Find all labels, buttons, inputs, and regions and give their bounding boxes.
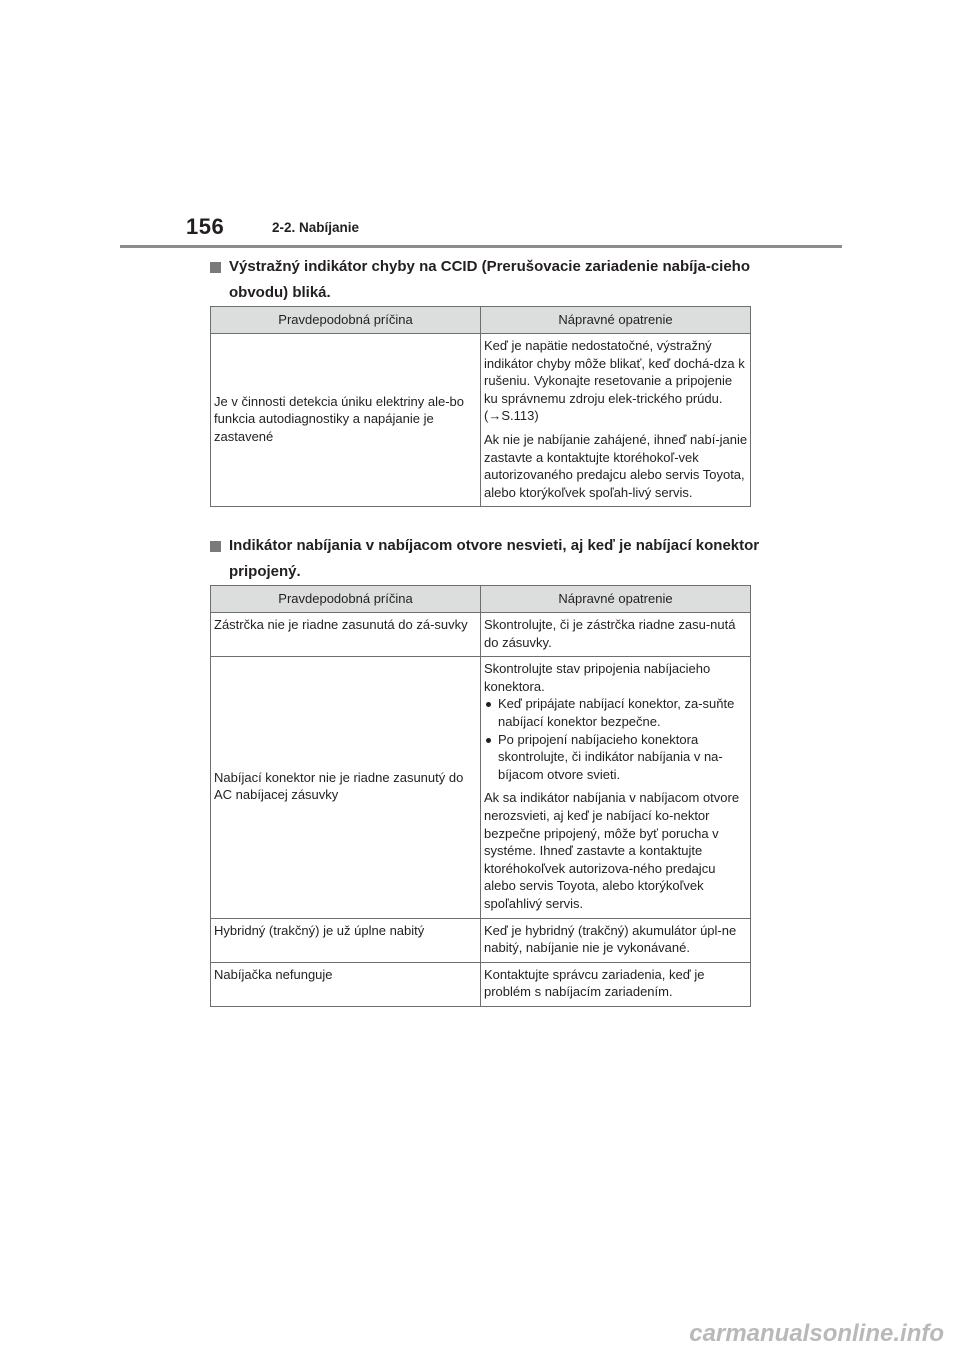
column-header-action: Nápravné opatrenie [481,586,751,613]
table-header-row [211,586,751,613]
header-rule [120,245,842,248]
action-paragraph: Ak nie je nabíjanie zahájené, ihneď nabí-janie zastavte a kontaktujte ktoréhokoľ-vek autorizovaného predajcu alebo servis Toyota, alebo ktorýkoľvek spoľah-livý servis. [484,431,748,500]
cause-cell: Zástrčka nie je riadne zasunutá do zá-suvky [211,613,481,657]
action-paragraph: Keď je napätie nedostatočné, výstražný indikátor chyby môže blikať, keď dochá-dza k rušeniu. Vykonajte resetovanie a pripojenie ku správnemu zdroju elek-trického prúdu. (→S.113) [484,338,745,424]
list-item: Po pripojení nabíjacieho konektora skontrolujte, či indikátor nabíjania v na-bíjacom otvore svieti. [484,731,748,784]
watermark-text: carmanualsonline.info [689,1320,944,1347]
table-row [211,657,751,918]
cause-cell: Nabíjačka nefunguje [211,962,481,1006]
table-header-row [211,307,751,334]
action-paragraph: Ak sa indikátor nabíjania v nabíjacom otvore nerozsvieti, aj keď je nabíjací ko-nektor bezpečne pripojený, môže byť porucha v systéme. Ihneď zastavte a kontaktujte ktoréhokoľvek autorizova-ného predajcu alebo servis Toyota, alebo ktorýkoľvek spoľahlivý servis. [484,790,740,911]
section2-heading [210,533,789,585]
section2-heading-text: Indikátor nabíjania v nabíjacom otvore nesvieti, aj keď je nabíjací konektor pripojený. [229,537,760,580]
table-row [211,918,751,962]
section1-heading [210,254,789,306]
list-item: Keď pripájate nabíjací konektor, za-suňte nabíjací konektor bezpečne. [484,695,748,730]
table-row [211,613,751,657]
column-header-cause: Pravdepodobná príčina [211,307,481,334]
section-label: 2-2. Nabíjanie [272,220,360,235]
cause-cell: Nabíjací konektor nie je riadne zasunutý do AC nabíjacej zásuvky [211,657,481,918]
action-cell: Keď je hybridný (trakčný) akumulátor úpl-ne nabitý, nabíjanie nie je vykonávané. [481,918,751,962]
column-header-action: Nápravné opatrenie [481,307,751,334]
action-paragraph: Skontrolujte stav pripojenia nabíjacieho konektora. [484,661,711,694]
action-cell: Kontaktujte správcu zariadenia, keď je problém s nabíjacím zariadením. [481,962,751,1006]
cause-cell: Hybridný (trakčný) je už úplne nabitý [211,918,481,962]
column-header-cause: Pravdepodobná príčina [211,586,481,613]
section1-heading-text: Výstražný indikátor chyby na CCID (Prerušovacie zariadenie nabíja-cieho obvodu) bliká. [229,258,751,301]
table-row [211,334,751,507]
section2-table [210,585,751,1007]
action-cell [481,657,751,918]
square-bullet-icon [210,541,221,552]
table-row [211,962,751,1006]
action-cell [481,334,751,507]
section1-table [210,306,751,507]
square-bullet-icon [210,262,221,273]
action-bullet-list [484,695,748,783]
action-cell: Skontrolujte, či je zástrčka riadne zasu-nutá do zásuvky. [481,613,751,657]
cause-cell: Je v činnosti detekcia úniku elektriny ale-bo funkcia autodiagnostiky a napájanie je zastavené [211,334,481,507]
page-number: 156 [186,214,225,239]
